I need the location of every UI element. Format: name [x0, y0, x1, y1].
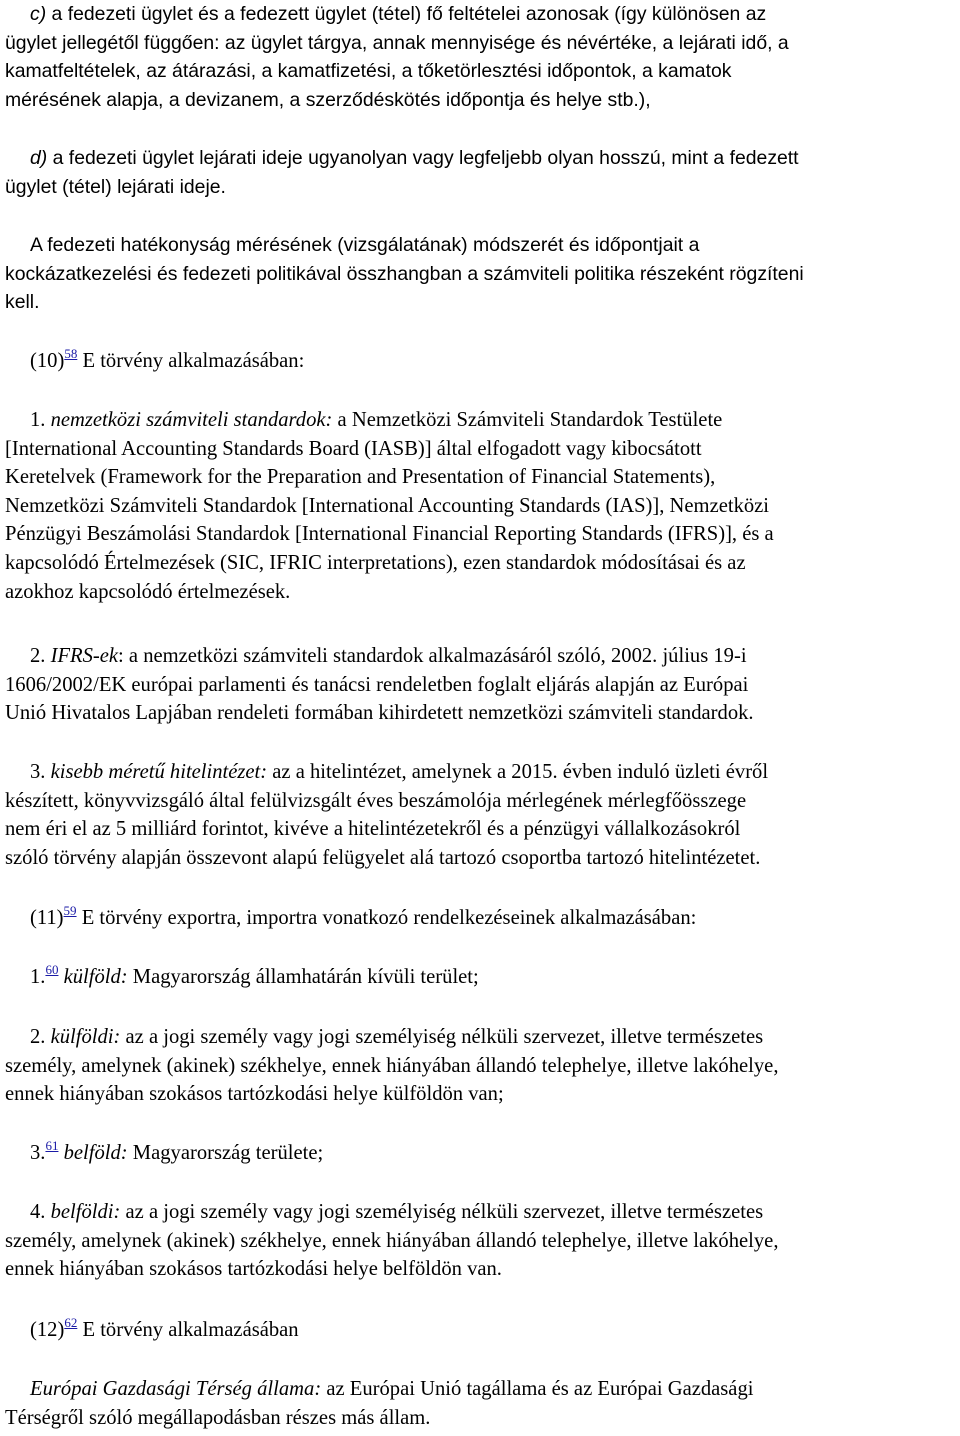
section-10-heading: (10)$^{58}$ E törvény alkalmazásában:	[30, 346, 305, 372]
definition-belfoldi: 4. belföldi: az a jogi személy vagy jogi személyiség nélküli szervezet, illetve természetes személy, amelynek (akinek) székhelye, ennek hiányában állandó telephelye, illetve lakóhelye, ennek hiányában szokásos tartózkodási helye belföldön van.	[5, 1201, 779, 1281]
defined-term: IFRS-ek	[50, 645, 119, 667]
definition-3: 3. kisebb méretű hitelintézet: az a hitelintézet, amelynek a 2015. évben induló üzleti évről készített, könyvvizsgáló által felülvizsgált éves beszámolója mérlegének mérlegfőösszege nem éri el az 5 milliárd forintot, kivéve a hitelintézetekről és a pénzügyi vállalkozásokról szóló törvény alapján összevont alapú felügyelet alá tartozó csoportba tartozó hitelintézetet.	[5, 761, 769, 869]
item-label-d: d)	[30, 147, 48, 169]
footnote-link-59[interactable]: 59	[63, 903, 77, 918]
defined-term: külföld:	[58, 966, 128, 988]
defined-term: kisebb méretű hitelintézet:	[50, 761, 268, 783]
definition-2: 2. IFRS-ek: a nemzetközi számviteli standardok alkalmazásáról szóló, 2002. július 19-i 1606/2002/EK európai parlamenti és tanácsi rendeletben foglalt eljárás alapján az Európai Unió Hivatalos Lapjában rendeleti formában kihirdetett nemzetközi számviteli standardok.	[5, 645, 754, 725]
defined-term: belföldi:	[50, 1201, 121, 1223]
section-12-heading: (12)$^{62}$ E törvény alkalmazásában	[30, 1315, 299, 1341]
defined-term: Európai Gazdasági Térség állama:	[30, 1378, 322, 1400]
footnote-link-61[interactable]: 61	[45, 1138, 59, 1153]
definition-kulfold: 1.60 külföld: Magyarország államhatárán kívüli terület;	[30, 962, 479, 988]
definition-eea-state: Európai Gazdasági Térség állama: az Európai Unió tagállama és az Európai Gazdasági Térségről szóló megállapodásban részes más állam.	[5, 1378, 754, 1429]
defined-term: nemzetközi számviteli standardok:	[50, 409, 333, 431]
item-label-c: c)	[30, 3, 47, 25]
paragraph-hedge-effectiveness: A fedezeti hatékonyság mérésének (vizsgálatának) módszerét és időpontjait a kockázatkezelési és fedezeti politikával összhangban a számviteli politika részeként rögzíteni kell.	[5, 234, 804, 314]
definition-kulfoldi: 2. külföldi: az a jogi személy vagy jogi személyiség nélküli szervezet, illetve természetes személy, amelynek (akinek) székhelye, ennek hiányában állandó telephelye, illetve lakóhelye, ennek hiányában szokásos tartózkodási helye külföldön van;	[5, 1026, 779, 1106]
definition-1: 1. nemzetközi számviteli standardok: a Nemzetközi Számviteli Standardok Testülete [International Accounting Standards Board (IASB)] által elfogadott vagy kibocsátott Keretelvek (Framework for the Preparation and Presentation of Financial Statements), Nemzetközi Számviteli Standardok [International Accounting Standards (IAS)], Nemzetközi Pénzügyi Beszámolási Standardok [International Financial Reporting Standards (IFRS)], és a kapcsolódó Értelmezések (SIC, IFRIC interpretations), ezen standardok módosításai és az azokhoz kapcsolódó értelmezések.	[5, 409, 774, 603]
footnote-link-60[interactable]: 60	[45, 962, 59, 977]
definition-belfold: 3.61 belföld: Magyarország területe;	[30, 1138, 324, 1164]
footnote-link-58[interactable]: 58	[64, 346, 78, 361]
footnote-link-62[interactable]: 62	[64, 1315, 78, 1330]
section-11-heading: (11)$^{59}$ E törvény exportra, importra vonatkozó rendelkezéseinek alkalmazásában:	[30, 903, 697, 929]
paragraph-c: c) a fedezeti ügylet és a fedezett ügylet (tétel) fő feltételei azonosak (így különösen az ügylet jellegétől függően: az ügylet tárgya, annak mennyisége és névértéke, a lejárati idő, a kamatfeltételek, az átárazási, a kamatfizetési, a tőketörlesztési időpontok, a kamatok mérésének alapja, a devizanem, a szerződéskötés időpontja és helye stb.),	[5, 3, 789, 111]
defined-term: belföld:	[58, 1142, 128, 1164]
paragraph-d: d) a fedezeti ügylet lejárati ideje ugyanolyan vagy legfeljebb olyan hosszú, mint a fedezett ügylet (tétel) lejárati ideje.	[5, 147, 799, 198]
defined-term: külföldi:	[50, 1026, 121, 1048]
